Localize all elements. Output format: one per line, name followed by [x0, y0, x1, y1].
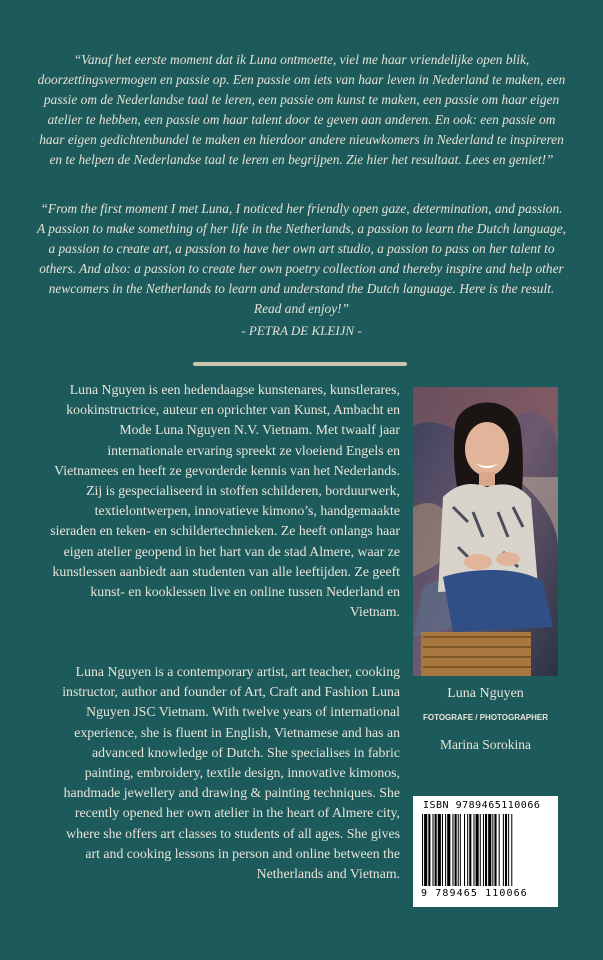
divider: [193, 362, 407, 366]
barcode-bar: [424, 814, 427, 886]
barcode-bar: [464, 814, 465, 886]
barcode-bar: [438, 814, 441, 886]
photo-caption-name: Luna Nguyen: [447, 686, 524, 701]
barcode-bar: [435, 814, 437, 886]
barcode-bar: [508, 814, 509, 886]
dutch-quote: “Vanaf het eerste moment dat ik Luna ontmoette, viel me haar vriendelijke open blik, doorzettingsvermogen en passie op. Een passie om iets van haar leven in Nederland te maken, een passie om de Nederlandse taal te leren, een passie om kunst te maken, een passie om haar eigen atelier te hebben, een passie om haar talent door te geven aan anderen. En ook: een passie om haar eigen gedichtenbundel te maken en hierdoor andere nieuwkomers in Nederland te inspireren en te helpen de Nederlandse taal te leren en begrijpen. Zie hier het resultaat. Lees en geniet!”: [37, 52, 566, 167]
barcode-bar: [447, 814, 450, 886]
barcode-bar: [505, 814, 507, 886]
barcode-bar: [428, 814, 430, 886]
english-quote: “From the first moment I met Luna, I noticed her friendly open gaze, determination, and passion. A passion to make something of her life in the Netherlands, a passion to learn the Dutch language, a passion to create art, a passion to have her own art studio, a passion to pass on her talent to others. And also: a passion to create her own poetry collection and thereby inspire and help other newcomers in the Netherlands to learn and understand the Dutch language. Here is the result. Read and enjoy!”: [36, 201, 566, 316]
barcode-bar: [445, 814, 446, 886]
barcode-bar: [485, 814, 487, 886]
barcode-digits: 9 789465 110066: [421, 888, 528, 899]
quote-author: - PETRA DE KLEIJN -: [241, 323, 362, 338]
author-photo: [413, 387, 558, 676]
photographer-name: Marina Sorokina: [439, 737, 532, 752]
barcode-bar: [494, 814, 496, 886]
barcode-bar: [455, 814, 457, 886]
bio-dutch: Luna Nguyen is een hedendaagse kunstenares, kunstlerares, kookinstructrice, auteur en oprichter van Kunst, Ambacht en Mode Luna Nguyen N.V. Vietnam. Met twaalf jaar internationale ervaring spreekt ze vloeiend Engels en Vietnamees en heeft ze gevorderde kennis van het Nederlands. Zij is gespecialiseerd in stoffen schilderen, borduurwerk, textielontwerpen, innovatieve kimono’s, handgemaakte sieraden en teken- en schildertechnieken. Ze heeft onlangs haar eigen atelier geopend in het hart van de stad Almere, waar ze kunstlessen aanbiedt aan studenten van alle leeftijden. Ze geeft kunst- en kooklessen live en online tussen Nederland en Vietnam.: [50, 382, 400, 620]
bio-english: Luna Nguyen is a contemporary artist, art teacher, cooking instructor, author and founder of Art, Craft and Fashion Luna Nguyen JSC Vietnam. With twelve years of international experience, she is fluent in English, Vietnamese and has an advanced knowledge of Dutch. She specialises in fabric painting, embroidery, textile design, innovative kimonos, handmade jewellery and drawing & painting techniques. She recently opened her own atelier in the heart of Almere city, where she offers art classes to students of all ages. She gives art and cooking lessons in person and online between the Netherlands and Vietnam.: [62, 664, 400, 882]
photographer-role: FOTOGRAFE / PHOTOGRAPHER: [422, 713, 549, 722]
barcode-bar: [442, 814, 443, 886]
barcode-bar: [452, 814, 453, 886]
barcode-bar: [503, 814, 504, 886]
isbn-label: ISBN 9789465110066: [423, 800, 541, 811]
barcode-bar: [473, 814, 474, 886]
barcode-bar: [433, 814, 434, 886]
barcode-bar: [467, 814, 468, 886]
barcode-bar: [469, 814, 471, 886]
barcode-bar: [488, 814, 491, 886]
barcode-bar: [422, 814, 423, 886]
barcode-bar: [480, 814, 481, 886]
barcode-bar: [492, 814, 493, 886]
barcode-bar: [511, 814, 512, 886]
barcode-bar: [483, 814, 484, 886]
barcode-bar: [458, 814, 459, 886]
isbn-barcode: [413, 796, 558, 907]
barcode-bar: [499, 814, 500, 886]
barcode-bar: [460, 814, 461, 886]
barcode-bar: [476, 814, 479, 886]
